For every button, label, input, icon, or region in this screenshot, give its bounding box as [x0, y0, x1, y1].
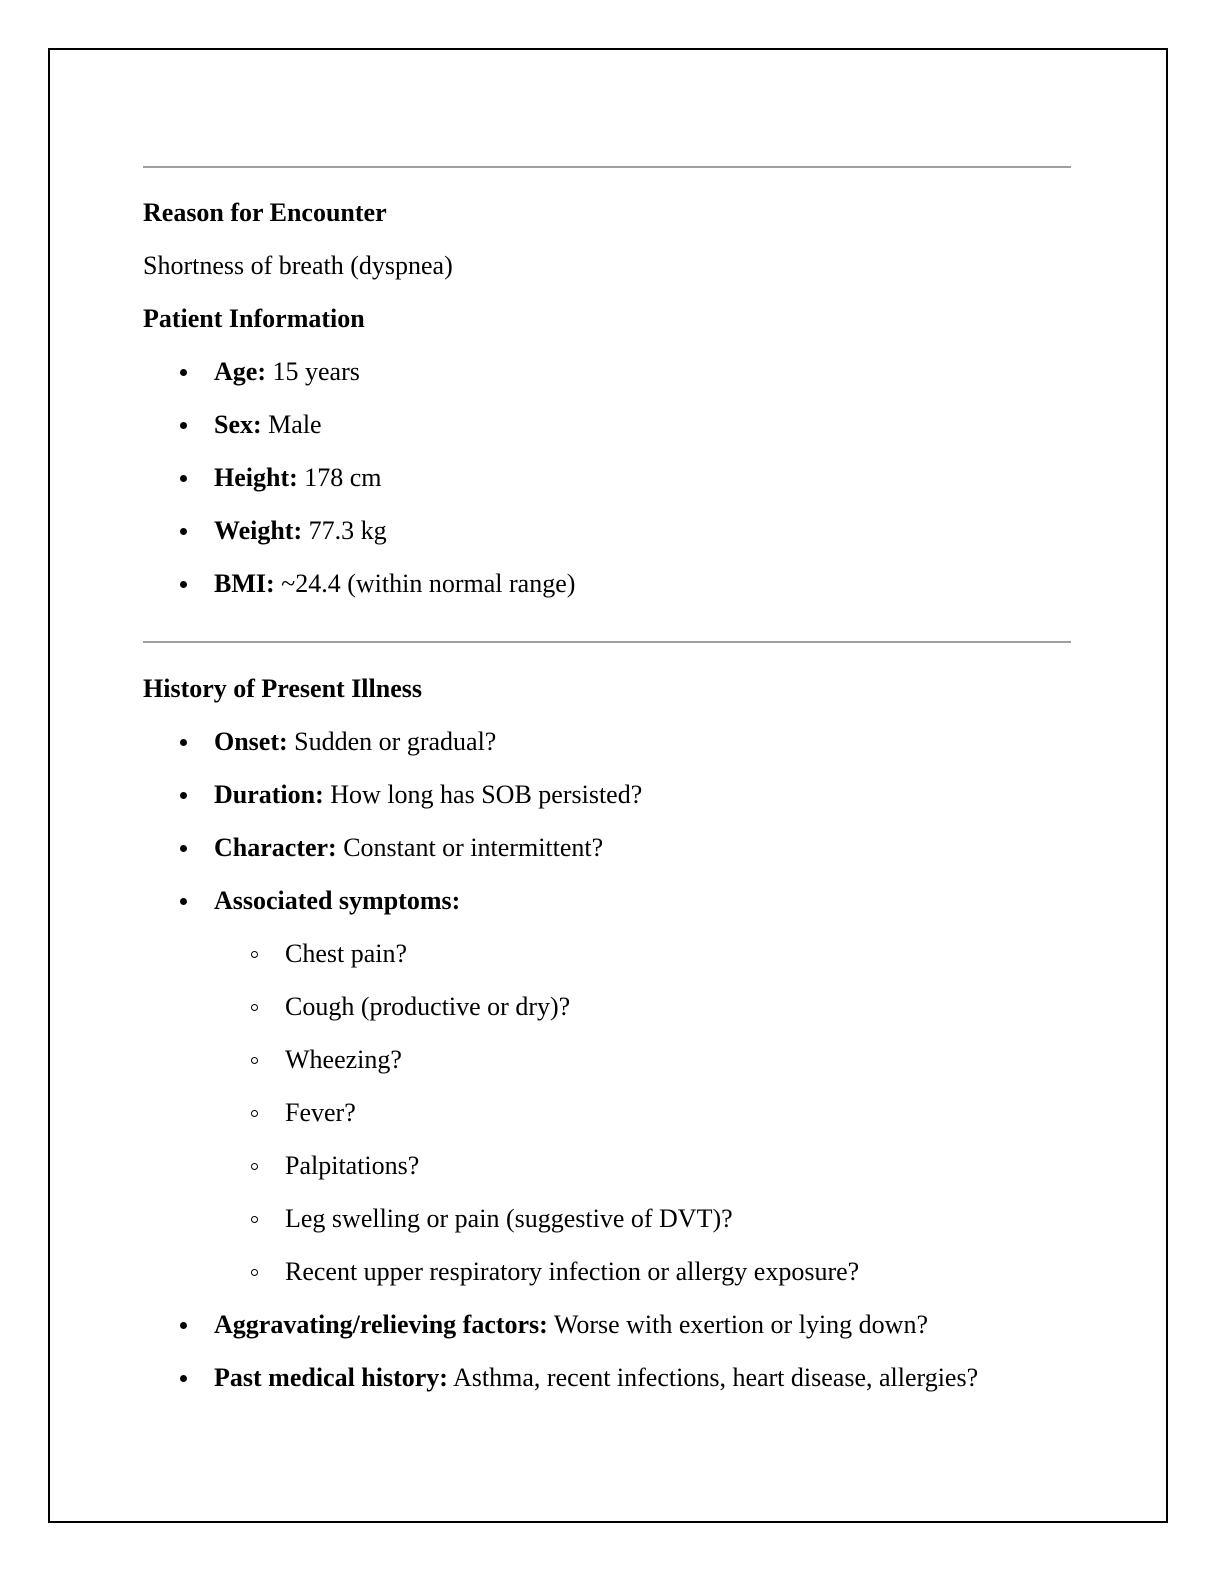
- bullet-icon: [180, 739, 187, 746]
- sub-list-item: [143, 1192, 1073, 1245]
- item-label: Aggravating/relieving factors:: [214, 1310, 548, 1339]
- circle-bullet-icon: [251, 1004, 258, 1011]
- item-value: How long has SOB persisted?: [323, 780, 643, 809]
- reason-heading: Reason for Encounter: [143, 198, 387, 227]
- item-label: Weight:: [214, 516, 303, 545]
- symptom-text: Cough (productive or dry)?: [285, 992, 571, 1021]
- item-value: Asthma, recent infections, heart disease, allergies?: [447, 1363, 979, 1392]
- circle-bullet-icon: [251, 1216, 258, 1223]
- circle-bullet-icon: [251, 1057, 258, 1064]
- item-label: Age:: [214, 357, 266, 386]
- bullet-icon: [180, 422, 187, 429]
- bullet-icon: [180, 1375, 187, 1382]
- list-item: [143, 821, 1073, 874]
- list-item: [143, 768, 1073, 821]
- symptom-text: Wheezing?: [285, 1045, 402, 1074]
- item-value: Worse with exertion or lying down?: [547, 1310, 928, 1339]
- sub-list-item: [143, 1086, 1073, 1139]
- item-value: Sudden or gradual?: [287, 727, 497, 756]
- sub-list-item: [143, 927, 1073, 980]
- symptom-text: Fever?: [285, 1098, 356, 1127]
- item-value: Constant or intermittent?: [336, 833, 604, 862]
- hpi-section: [143, 662, 1073, 1404]
- sub-list-item: [143, 1139, 1073, 1192]
- symptom-text: Recent upper respiratory infection or allergy exposure?: [285, 1257, 860, 1286]
- sub-list-item: [143, 980, 1073, 1033]
- list-item: [143, 715, 1073, 768]
- item-label: Sex:: [214, 410, 262, 439]
- item-value: 77.3 kg: [302, 516, 387, 545]
- item-value: ~24.4 (within normal range): [274, 569, 576, 598]
- list-item: [143, 398, 1073, 451]
- list-item: [143, 504, 1073, 557]
- list-item: [143, 1351, 1073, 1404]
- symptom-text: Palpitations?: [285, 1151, 420, 1180]
- bullet-icon: [180, 369, 187, 376]
- item-label: BMI:: [214, 569, 275, 598]
- bullet-icon: [180, 792, 187, 799]
- item-label: Duration:: [214, 780, 324, 809]
- item-label: Height:: [214, 463, 298, 492]
- bullet-icon: [180, 1322, 187, 1329]
- item-value: 15 years: [265, 357, 360, 386]
- list-item: [143, 345, 1073, 398]
- item-label: Character:: [214, 833, 337, 862]
- bullet-icon: [180, 528, 187, 535]
- circle-bullet-icon: [251, 951, 258, 958]
- symptom-text: Chest pain?: [285, 939, 408, 968]
- divider: [143, 166, 1071, 168]
- circle-bullet-icon: [251, 1110, 258, 1117]
- document-body: [143, 186, 1073, 610]
- bullet-icon: [180, 581, 187, 588]
- divider: [143, 641, 1071, 643]
- patient-info-heading: Patient Information: [143, 304, 365, 333]
- item-label: Associated symptoms:: [214, 886, 461, 915]
- item-label: Onset:: [214, 727, 288, 756]
- reason-text: Shortness of breath (dyspnea): [143, 251, 453, 280]
- list-item: [143, 1298, 1073, 1351]
- sub-list-item: [143, 1033, 1073, 1086]
- sub-list-item: [143, 1245, 1073, 1298]
- bullet-icon: [180, 475, 187, 482]
- list-item: [143, 557, 1073, 610]
- list-item: [143, 874, 1073, 927]
- circle-bullet-icon: [251, 1269, 258, 1276]
- item-label: Past medical history:: [214, 1363, 448, 1392]
- bullet-icon: [180, 898, 187, 905]
- item-value: Male: [261, 410, 322, 439]
- hpi-heading: History of Present Illness: [143, 674, 422, 703]
- circle-bullet-icon: [251, 1163, 258, 1170]
- symptom-text: Leg swelling or pain (suggestive of DVT)?: [285, 1204, 733, 1233]
- list-item: [143, 451, 1073, 504]
- bullet-icon: [180, 845, 187, 852]
- item-value: 178 cm: [297, 463, 382, 492]
